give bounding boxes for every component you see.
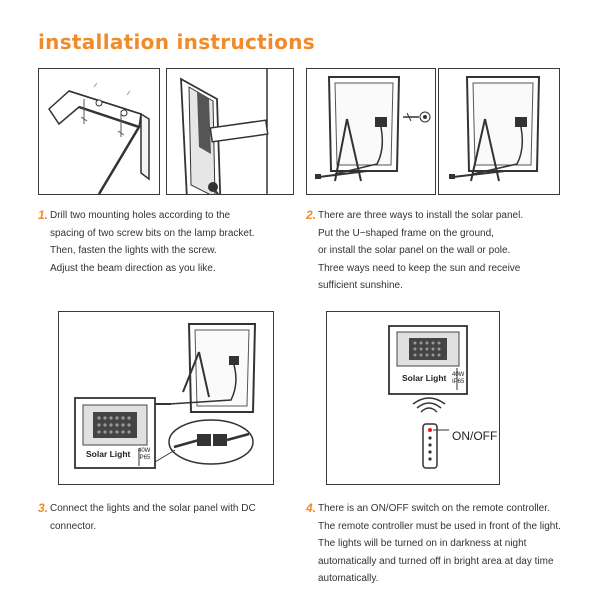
step-3-line-2: connector. — [50, 520, 97, 532]
step-1-line-3: Then, fasten the lights with the screw. — [50, 245, 217, 256]
step-1-line-1: Drill two mounting holes according to the — [50, 210, 231, 221]
on-off-label: ON/OFF — [452, 429, 498, 443]
step-2-instructions — [306, 207, 523, 295]
step-2-line-4: Three ways need to keep the sun and receive — [318, 262, 521, 274]
step-2-line-1: There are three ways to install the solar panel. — [318, 210, 524, 221]
step-4-instructions — [306, 500, 561, 588]
panel-bracket-mount — [38, 68, 160, 195]
light-on-wall-illustration — [167, 69, 293, 194]
step-3-number: 3. — [38, 501, 49, 515]
page-title: installation instructions — [38, 30, 315, 54]
solar-light-label: Solar Light — [86, 449, 131, 459]
step-4-line-5: automatically. — [318, 573, 379, 584]
panel-solar-frame — [306, 68, 436, 195]
step-3-line-1: Connect the lights and the solar panel with DC — [50, 503, 256, 514]
step-4-line-3: The lights will be turned on in darkness at night — [318, 538, 527, 549]
remote-solar-light-label: Solar Light — [402, 373, 447, 383]
step-1-line-2: spacing of two screw bits on the lamp bracket. — [50, 227, 255, 239]
ip-rating-label: IP65 — [138, 455, 151, 461]
step-4-number: 4. — [306, 501, 317, 515]
step-3-instructions — [38, 500, 256, 535]
step-2-line-2: Put the U−shaped frame on the ground, — [318, 227, 494, 239]
step-1-instructions — [38, 207, 255, 277]
wattage-label: 40W — [138, 448, 151, 454]
panel-light-on-wall — [166, 68, 294, 195]
step-4-line-4: automatically and turned off in bright area at day time — [318, 555, 554, 567]
panel-remote — [326, 311, 500, 485]
step-4-line-2: The remote controller must be used in front of the light. — [318, 520, 561, 532]
step-2-number: 2. — [306, 208, 317, 222]
solar-frame-alt-illustration — [439, 69, 559, 194]
bracket-mount-illustration — [39, 69, 159, 194]
panel-solar-frame-alt — [438, 68, 560, 195]
solar-frame-illustration — [307, 69, 435, 194]
step-1-line-4: Adjust the beam direction as you like. — [50, 262, 216, 274]
step-2-line-5: sufficient sunshine. — [318, 280, 403, 291]
remote-wattage-label: 40W — [452, 372, 465, 378]
step-2-line-3: or install the solar panel on the wall or pole. — [318, 245, 511, 256]
step-4-line-1: There is an ON/OFF switch on the remote controller. — [318, 503, 550, 514]
remote-illustration — [327, 312, 499, 484]
step-1-number: 1. — [38, 208, 49, 222]
remote-ip-rating-label: IP65 — [452, 379, 465, 385]
